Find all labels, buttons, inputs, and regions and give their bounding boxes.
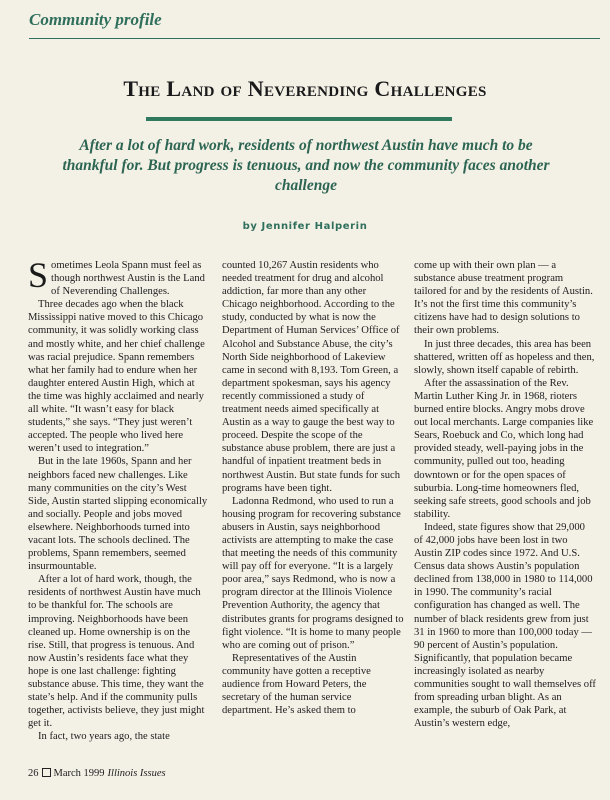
page-number: 26 <box>28 768 39 779</box>
paragraph: counted 10,267 Austin residents who needed treatment for drug and alcohol addiction, far more than any other Chicago neighborhood. According to the study, conducted by what is now the Department of Human Services’ Office of Alcohol and Substance Abuse, the city’s North Side neighborhood of Lakeview came in second with 8,193. Tom Green, a department spokesman, says his agency recently commissioned a study of treatment needs aimed specifically at Austin as a way to gauge the best way to proceed. Despite the scope of the substance abuse problem, there are just a handful of inpatient treatment beds in northwest Austin. But state funds for such programs have been tight. <box>222 260 401 494</box>
article-byline: by Jennifer Halperin <box>242 221 368 232</box>
text-column-3 <box>414 259 596 746</box>
paragraph: But in the late 1960s, Spann and her neighbors faced new challenges. Like many communities on the city’s West Side, Austin started slipping economically and socially. People and jobs moved elsewhere. Neighborhoods turned into vacant lots. The schools declined. The problems, Spann remembers, seemed insurmountable. <box>28 456 208 573</box>
article-headline: The Land of Neverending Challenges <box>123 76 487 101</box>
publication-name: Illinois Issues <box>107 768 166 779</box>
section-label: Community profile <box>29 10 162 29</box>
paragraph: In fact, two years ago, the state <box>38 731 170 743</box>
paragraph: Representatives of the Austin community have gotten a receptive audience from Howard Peters, the secretary of the human service department. He’s asked them to <box>222 652 371 717</box>
drop-cap: S <box>28 259 49 295</box>
paragraph: After the assassination of the Rev. Martin Luther King Jr. in 1968, rioters burned entire blocks. Angry mobs drove out local merchants. Large companies like Sears, Roebuck and Co, which long had provided steady, well-paying jobs in the community, pulled out too, heading downtown or for the open spaces of suburbia. Long-time homeowners fled, seeking safe streets, good schools and job stability. <box>414 377 594 520</box>
page-footer <box>28 768 166 779</box>
paragraph: After a lot of hard work, though, the residents of northwest Austin have much to be thankful for. The schools are improving. Neighborhoods have been cleaned up. Home ownership is on the rise. Still, that progress is tenuous. And now Austin’s residents face what they hope is one last challenge: fighting substance abuse. This time, they want the state’s help. And if the community pulls together, activists believe, they just might get it. <box>28 574 205 730</box>
paragraph: Indeed, state figures show that 29,000 of 42,000 jobs have been lost in two Austin ZIP codes since 1972. And U.S. Census data shows Austin’s population declined from 138,000 in 1980 to 114,000 in 1990. The community’s racial configuration has changed as well. The number of black residents grew from just 31 in 1960 to more than 100,000 today — 90 percent of Austin’s population. Significantly, that population became increasingly isolated as nearby communities sought to wall themselves off from spreading urban blight. As an example, the suburb of Oak Park, at Austin’s western edge, <box>414 521 596 730</box>
section-divider <box>29 38 600 39</box>
paragraph <box>28 259 210 298</box>
paragraph-text: ometimes Leola Spann must feel as though northwest Austin is the Land of Neverending Challenges. <box>51 260 205 298</box>
article-deck: After a lot of hard work, residents of northwest Austin have much to be thankful for. But progress is tenuous, and now the community faces another challenge <box>62 137 550 194</box>
paragraph: In just three decades, this area has been shattered, written off as hopeless and then, slowly, shown itself capable of rebirth. <box>414 338 595 376</box>
paragraph: come up with their own plan — a substance abuse treatment program tailored for and by the residents of Austin. It’s not the first time this community’s citizens have had to design solutions to their own problems. <box>414 260 593 337</box>
headline-underline <box>146 117 452 121</box>
square-bullet-icon <box>42 768 51 777</box>
text-column-1 <box>28 259 210 746</box>
issue-date: March 1999 <box>53 768 105 779</box>
text-column-2 <box>222 259 404 746</box>
paragraph: Ladonna Redmond, who used to run a housing program for recovering substance abusers in Austin, says neighborhood activists are attempting to make the case that meeting the needs of this community will pay off for everyone. “It is a largely poor area,” says Redmond, who is now a program director at the Illinois Violence Prevention Authority, the agency that distributes grants for programs designed to fight violence. “It is home to many people who are coming out of prison.” <box>222 495 404 651</box>
paragraph: Three decades ago when the black Mississippi native moved to this Chicago community, it was solidly working class and mostly white, and her chief challenge was racial prejudice. Spann remembers what her family had to endure when her daughter entered Austin High, which at the time was highly acclaimed and nearly all white. “It wasn’t easy for black students,” she says. “They just weren’t accepted. The people who lived here weren’t used to integration.” <box>28 299 205 455</box>
